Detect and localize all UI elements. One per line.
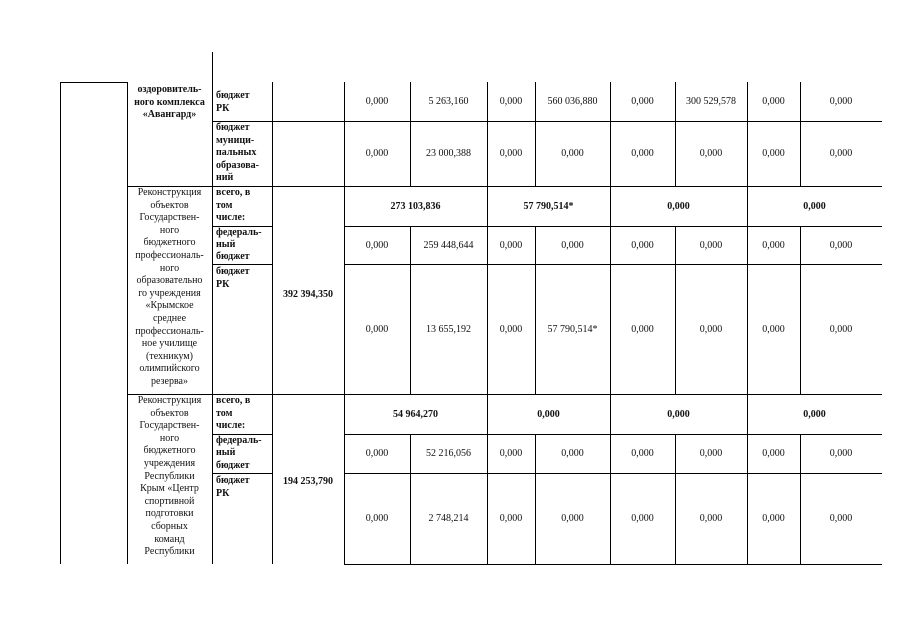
value-cell <box>610 121 675 186</box>
value-cell <box>344 82 410 121</box>
text-line: бюджетного <box>143 445 196 457</box>
value-cell <box>610 473 675 564</box>
text-line: «Авангард» <box>142 109 197 121</box>
value-cell <box>800 473 882 564</box>
value-cell <box>675 82 747 121</box>
text-line: команд <box>154 533 185 545</box>
total-value-cell <box>610 186 747 226</box>
text-line: ного <box>159 224 180 236</box>
value-cell <box>487 264 535 394</box>
value-cell <box>535 82 610 121</box>
value-cell <box>344 264 410 394</box>
value-cell-text: 0,000 <box>762 239 785 251</box>
text-line: бюджет <box>216 475 250 486</box>
value-cell-text: 0,000 <box>762 448 785 459</box>
text-line: бюджет <box>216 266 250 277</box>
text-line: Реконструкция <box>137 395 202 406</box>
text-line: ный <box>216 447 236 459</box>
row-border <box>60 82 128 83</box>
object-name <box>127 84 212 124</box>
col-border <box>60 82 61 564</box>
total-value-cell-text: 0,000 <box>667 200 690 212</box>
value-cell-text: 0,000 <box>561 148 584 159</box>
value-cell-text: 2 748,214 <box>428 513 469 524</box>
value-cell-text: 13 655,192 <box>426 323 471 335</box>
text-line: пальных <box>216 147 257 159</box>
value-cell <box>344 473 410 564</box>
value-cell-text: 0,000 <box>829 148 853 159</box>
total-value-cell-text: 0,000 <box>803 200 826 212</box>
object-name <box>127 187 212 393</box>
value-cell <box>535 121 610 186</box>
value-cell <box>610 226 675 264</box>
value-cell-text: 0,000 <box>762 513 785 524</box>
value-cell-text: 0,000 <box>499 513 523 524</box>
text-line: объектов <box>150 407 189 419</box>
value-cell <box>747 264 800 394</box>
value-cell <box>675 473 747 564</box>
value-cell-text: 0,000 <box>499 96 523 107</box>
value-cell <box>800 264 882 394</box>
text-line: среднее <box>152 312 187 324</box>
source-label <box>216 266 270 296</box>
source-label <box>216 122 270 185</box>
value-cell <box>800 434 882 473</box>
value-cell <box>610 264 675 394</box>
source-label <box>216 84 270 119</box>
value-cell <box>487 82 535 121</box>
value-cell-text: 0,000 <box>365 239 389 251</box>
total-value-cell-text: 54 964,270 <box>393 408 438 420</box>
value-cell-text: 52 216,056 <box>426 448 471 459</box>
object-name <box>127 395 212 565</box>
value-cell <box>410 473 487 564</box>
value-cell <box>410 82 487 121</box>
value-cell-text: 0,000 <box>365 448 389 459</box>
value-cell <box>747 434 800 473</box>
value-cell <box>800 121 882 186</box>
total-label <box>216 395 270 433</box>
text-line: том <box>216 407 233 419</box>
value-cell-text: 0,000 <box>631 239 654 251</box>
total-value-cell-text: 0,000 <box>667 408 690 420</box>
text-line: числе: <box>216 212 246 224</box>
text-line: подготовки <box>145 508 194 520</box>
text-line: РК <box>216 278 230 290</box>
value-cell <box>344 434 410 473</box>
value-cell-text: 0,000 <box>699 513 723 524</box>
value-cell-text: 0,000 <box>365 323 389 335</box>
value-cell-text: 259 448,644 <box>423 239 474 251</box>
value-cell-text: 0,000 <box>631 96 654 107</box>
value-cell <box>800 226 882 264</box>
total-value-cell-text: 0,000 <box>803 408 826 420</box>
text-line: го учреждения <box>138 287 201 299</box>
text-line: Крым «Центр <box>140 483 199 495</box>
total-value-cell-text: 57 790,514* <box>523 200 574 212</box>
total-value-cell <box>747 394 882 434</box>
text-line: бюджетного <box>143 237 196 249</box>
value-cell <box>344 121 410 186</box>
text-line: Республики <box>144 546 195 558</box>
value-cell <box>535 226 610 264</box>
total-cost <box>272 469 344 493</box>
value-cell-text: 57 790,514* <box>547 323 598 335</box>
text-line: образова- <box>216 159 260 171</box>
text-line: числе: <box>216 420 246 432</box>
text-line: Государствен- <box>139 212 200 224</box>
value-cell <box>487 473 535 564</box>
value-cell-text: 0,000 <box>499 148 523 159</box>
value-cell-text: 0,000 <box>829 448 853 459</box>
row-border <box>344 564 882 565</box>
value-cell <box>675 121 747 186</box>
text-line: профессиональ- <box>135 249 204 261</box>
value-cell-text: 0,000 <box>829 96 853 107</box>
value-cell <box>675 434 747 473</box>
value-cell-text: 0,000 <box>699 323 723 335</box>
total-value-cell <box>487 394 610 434</box>
value-cell <box>610 434 675 473</box>
value-cell-text: 0,000 <box>699 239 723 251</box>
text-line: бюджет <box>216 251 250 263</box>
value-cell-text: 0,000 <box>631 148 654 159</box>
total-cost-text: 392 394,350 <box>283 288 333 300</box>
value-cell-text: 0,000 <box>561 513 584 524</box>
value-cell-text: 0,000 <box>699 448 723 459</box>
value-cell-text: 0,000 <box>561 239 584 251</box>
value-cell <box>535 264 610 394</box>
text-line: Реконструкция <box>137 187 202 198</box>
value-cell <box>747 473 800 564</box>
text-line: бюджет <box>216 122 250 134</box>
text-line: федераль- <box>216 226 262 238</box>
value-cell-text: 0,000 <box>365 96 389 107</box>
text-line: РК <box>216 102 230 114</box>
value-cell <box>747 82 800 121</box>
total-cost-text: 194 253,790 <box>283 475 333 487</box>
value-cell-text: 0,000 <box>829 239 853 251</box>
total-value-cell-text: 273 103,836 <box>390 200 441 212</box>
value-cell <box>487 226 535 264</box>
text-line: оздоровитель- <box>137 84 202 95</box>
value-cell-text: 0,000 <box>499 448 523 459</box>
value-cell <box>747 226 800 264</box>
text-line: «Крымское <box>145 300 194 312</box>
text-line: бюджет <box>216 89 250 101</box>
value-cell-text: 0,000 <box>762 96 785 107</box>
value-cell <box>535 473 610 564</box>
text-line: ний <box>216 172 234 184</box>
text-line: всего, в <box>216 187 251 199</box>
value-cell <box>410 264 487 394</box>
text-line: резерва» <box>151 375 188 387</box>
value-cell <box>675 264 747 394</box>
text-line: всего, в <box>216 395 251 407</box>
text-line: федераль- <box>216 435 262 447</box>
total-value-cell <box>747 186 882 226</box>
text-line: ного <box>159 432 180 444</box>
value-cell-text: 0,000 <box>631 448 654 459</box>
total-value-cell <box>344 394 487 434</box>
total-cost <box>272 264 344 324</box>
text-line: ного комплекса <box>134 96 205 108</box>
value-cell <box>344 226 410 264</box>
value-cell <box>800 82 882 121</box>
value-cell-text: 0,000 <box>365 148 389 159</box>
value-cell <box>410 434 487 473</box>
col-border <box>212 52 213 564</box>
value-cell <box>610 82 675 121</box>
value-cell-text: 23 000,388 <box>426 148 471 159</box>
value-cell <box>675 226 747 264</box>
source-label <box>216 475 270 505</box>
source-label <box>216 435 270 472</box>
text-line: РК <box>216 487 230 499</box>
value-cell <box>535 434 610 473</box>
value-cell-text: 0,000 <box>561 448 584 459</box>
value-cell-text: 0,000 <box>829 513 853 524</box>
text-line: Государствен- <box>139 420 200 432</box>
total-value-cell <box>487 186 610 226</box>
value-cell-text: 560 036,880 <box>547 96 598 107</box>
value-cell <box>487 121 535 186</box>
text-line: объектов <box>150 199 189 211</box>
row-border <box>212 264 272 265</box>
text-line: (техникум) <box>146 350 193 362</box>
value-cell-text: 5 263,160 <box>428 96 469 107</box>
text-line: образовательно <box>136 275 203 287</box>
value-cell-text: 0,000 <box>829 323 853 335</box>
total-value-cell <box>610 394 747 434</box>
row-border <box>212 473 272 474</box>
value-cell-text: 300 529,578 <box>686 96 736 107</box>
text-line: ный <box>216 238 236 250</box>
total-value-cell <box>344 186 487 226</box>
text-line: ное училище <box>141 338 198 350</box>
source-label <box>216 227 270 263</box>
text-line: сборных <box>151 520 188 532</box>
text-line: профессиональ- <box>135 325 204 337</box>
text-line: олимпийского <box>139 363 200 375</box>
value-cell-text: 0,000 <box>631 323 654 335</box>
value-cell <box>487 434 535 473</box>
total-value-cell-text: 0,000 <box>537 408 560 420</box>
text-line: муници- <box>216 134 255 146</box>
text-line: бюджет <box>216 459 250 471</box>
text-line: учреждения <box>143 457 196 469</box>
value-cell-text: 0,000 <box>699 148 723 159</box>
value-cell <box>747 121 800 186</box>
value-cell-text: 0,000 <box>631 513 654 524</box>
value-cell <box>410 121 487 186</box>
value-cell <box>410 226 487 264</box>
value-cell-text: 0,000 <box>762 148 785 159</box>
value-cell-text: 0,000 <box>365 513 389 524</box>
value-cell-text: 0,000 <box>499 323 523 335</box>
text-line: том <box>216 199 233 211</box>
text-line: Республики <box>144 470 195 482</box>
total-label <box>216 187 270 225</box>
value-cell-text: 0,000 <box>499 239 523 251</box>
text-line: спортивной <box>144 495 195 507</box>
text-line: ного <box>159 262 180 274</box>
value-cell-text: 0,000 <box>762 323 785 335</box>
